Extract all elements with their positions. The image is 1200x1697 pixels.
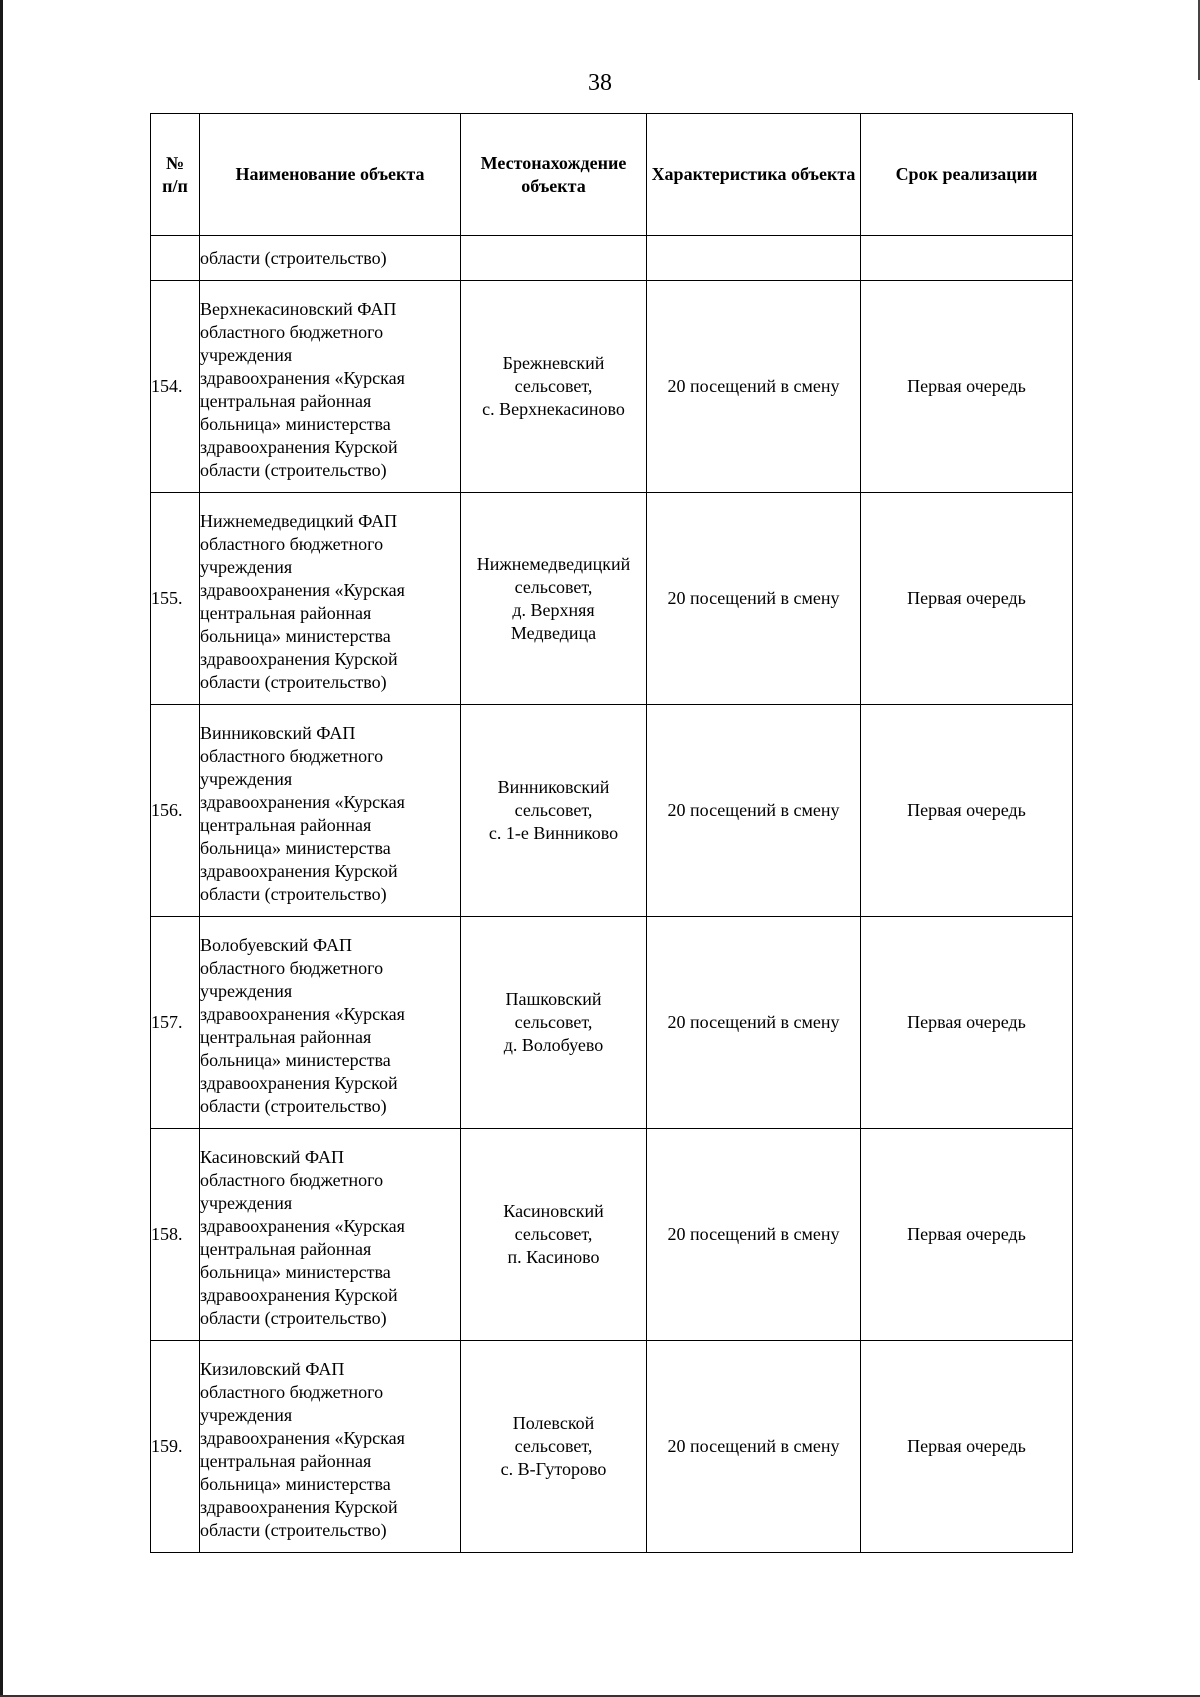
cell-location: Брежневский сельсовет, с. Верхнекасиново: [461, 281, 647, 493]
cell-name: Волобуевский ФАП областного бюджетного учреждения здравоохранения «Курская центральная районная больница» министерства здравоохранения Курской области (строительство): [200, 917, 461, 1129]
table-row: [151, 1129, 1073, 1341]
cell-location: Винниковский сельсовет, с. 1-е Винниково: [461, 705, 647, 917]
cell-name: Верхнекасиновский ФАП областного бюджетного учреждения здравоохранения «Курская центральная районная больница» министерства здравоохранения Курской области (строительство): [200, 281, 461, 493]
cell-term: Первая очередь: [861, 281, 1073, 493]
table-row: [151, 281, 1073, 493]
cell-name: Кизиловский ФАП областного бюджетного учреждения здравоохранения «Курская центральная районная больница» министерства здравоохранения Курской области (строительство): [200, 1341, 461, 1553]
cell-characteristic: 20 посещений в смену: [647, 1341, 861, 1553]
cell-location: [461, 236, 647, 281]
cell-characteristic: 20 посещений в смену: [647, 1129, 861, 1341]
objects-table: [150, 113, 1073, 1553]
cell-term: [861, 236, 1073, 281]
cell-num: 156.: [151, 705, 200, 917]
cell-num: 157.: [151, 917, 200, 1129]
table-row: [151, 1341, 1073, 1553]
cell-num: 155.: [151, 493, 200, 705]
cell-name: Винниковский ФАП областного бюджетного учреждения здравоохранения «Курская центральная районная больница» министерства здравоохранения Курской области (строительство): [200, 705, 461, 917]
header-term: Срок реализации: [861, 114, 1073, 236]
header-location: Местонахождение объекта: [461, 114, 647, 236]
table-row-continuation: [151, 236, 1073, 281]
cell-term: Первая очередь: [861, 1341, 1073, 1553]
cell-name: области (строительство): [200, 236, 461, 281]
cell-term: Первая очередь: [861, 917, 1073, 1129]
table-row: [151, 705, 1073, 917]
cell-characteristic: [647, 236, 861, 281]
header-characteristic: Характеристика объекта: [647, 114, 861, 236]
cell-name: Нижнемедведицкий ФАП областного бюджетного учреждения здравоохранения «Курская центральная районная больница» министерства здравоохранения Курской области (строительство): [200, 493, 461, 705]
cell-characteristic: 20 посещений в смену: [647, 917, 861, 1129]
cell-characteristic: 20 посещений в смену: [647, 705, 861, 917]
cell-num: 159.: [151, 1341, 200, 1553]
cell-characteristic: 20 посещений в смену: [647, 281, 861, 493]
cell-characteristic: 20 посещений в смену: [647, 493, 861, 705]
table-header-row: [151, 114, 1073, 236]
scan-edge-left: [0, 0, 3, 1697]
cell-term: Первая очередь: [861, 1129, 1073, 1341]
cell-location: Пашковский сельсовет, д. Волобуево: [461, 917, 647, 1129]
header-name: Наименование объекта: [200, 114, 461, 236]
cell-name: Касиновский ФАП областного бюджетного учреждения здравоохранения «Курская центральная районная больница» министерства здравоохранения Курской области (строительство): [200, 1129, 461, 1341]
cell-num: [151, 236, 200, 281]
cell-num: 154.: [151, 281, 200, 493]
cell-term: Первая очередь: [861, 493, 1073, 705]
cell-location: Касиновский сельсовет, п. Касиново: [461, 1129, 647, 1341]
header-num: № п/п: [151, 114, 200, 236]
cell-num: 158.: [151, 1129, 200, 1341]
table-row: [151, 917, 1073, 1129]
cell-location: Полевской сельсовет, с. В-Гуторово: [461, 1341, 647, 1553]
cell-location: Нижнемедведицкий сельсовет, д. Верхняя Медведица: [461, 493, 647, 705]
cell-term: Первая очередь: [861, 705, 1073, 917]
page-number: 38: [588, 70, 612, 96]
table-row: [151, 493, 1073, 705]
